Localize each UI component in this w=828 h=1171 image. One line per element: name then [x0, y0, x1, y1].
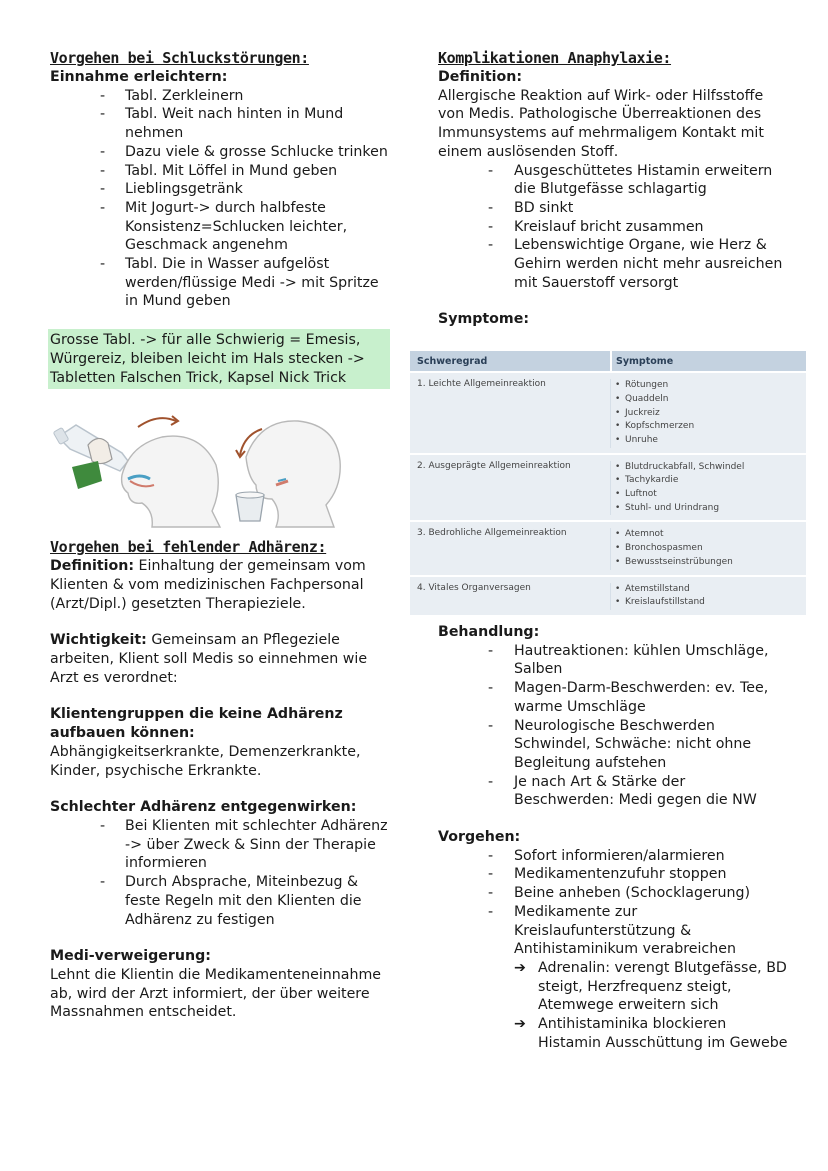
- vorgehen-arrow-list: [438, 959, 788, 1053]
- adhaerenz-wichtigkeit: [50, 631, 395, 687]
- symptom-item: • Bewusstseinstrübungen: [615, 556, 806, 570]
- list-item: - Ausgeschüttetes Histamin erweitern die Blutgefässe schlagartig: [438, 162, 788, 199]
- anaphylaxie-definition-text: Allergische Reaktion auf Wirk- oder Hilfsstoffe von Medis. Pathologische Überreaktionen des Immunsystems auf mehrmaligem Kontakt mit einem auslösenden Stoff.: [438, 87, 764, 160]
- adhaerenz-definition: [50, 557, 395, 613]
- head-tilted-back-icon: [122, 436, 220, 527]
- behandlung-label: Behandlung:: [438, 623, 540, 640]
- schlechter-adhaerenz-list: [50, 817, 395, 929]
- arrow-item-text: Adrenalin: verengt Blutgefässe, BD steigt, Herzfrequenz steigt, Atemwege erweitern sich: [538, 959, 787, 1014]
- list-item: - Tabl. Weit nach hinten in Mund nehmen: [50, 105, 395, 142]
- anaphylaxie-definition-label: Definition:: [438, 69, 523, 85]
- list-item: - BD sinkt: [438, 199, 788, 218]
- vorgehen-list: [438, 847, 788, 959]
- highlight-note-text: Grosse Tabl. -> für alle Schwierig = Emesis, Würgereiz, bleiben leicht im Hals stecken -> Tabletten Falschen Trick, Kapsel Nick Trick: [50, 332, 365, 386]
- anaphylaxie-heading: Komplikationen Anaphylaxie:: [438, 49, 672, 67]
- table-cell-grade: 4. Vitales Organversagen: [417, 582, 531, 593]
- symptom-item: • Rötungen: [615, 379, 806, 393]
- symptom-item: • Stuhl- und Urindrang: [615, 502, 806, 516]
- table-header: [410, 351, 806, 371]
- list-item: - Neurologische Beschwerden Schwindel, Schwäche: nicht ohne Begleitung aufstehen: [438, 717, 788, 773]
- table-cell-symptoms: [610, 528, 806, 569]
- schlechter-adhaerenz-label: Schlechter Adhärenz entgegenwirken:: [50, 799, 357, 816]
- symptom-item: • Juckreiz: [615, 407, 806, 421]
- list-item: - Lebenswichtige Organe, wie Herz & Gehirn werden nicht mehr ausreichen mit Sauerstoff versorgt: [438, 236, 788, 292]
- list-item: - Je nach Art & Stärke der Beschwerden: Medi gegen die NW: [438, 773, 788, 810]
- symptom-item: • Atemstillstand: [615, 583, 806, 597]
- list-item: - Tabl. Zerkleinern: [50, 87, 395, 106]
- symptom-item: • Blutdruckabfall, Schwindel: [615, 461, 806, 475]
- list-item: - Hautreaktionen: kühlen Umschläge, Salben: [438, 642, 788, 679]
- list-item: - Beine anheben (Schocklagerung): [438, 884, 788, 903]
- wichtigkeit-label: Wichtigkeit:: [50, 632, 147, 649]
- schluck-subtitle: Einnahme erleichtern:: [50, 69, 228, 85]
- klientengruppen-label: Klientengruppen die keine Adhärenz aufbauen können:: [50, 706, 343, 742]
- symptom-item: • Luftnot: [615, 488, 806, 502]
- symptom-item: • Atemnot: [615, 528, 806, 542]
- table-cell-symptoms: [610, 461, 806, 516]
- list-item: [438, 1015, 788, 1052]
- schluck-heading: Vorgehen bei Schluckstörungen:: [50, 49, 309, 67]
- swallowing-illustration: [50, 415, 395, 525]
- definition-label: Definition:: [50, 558, 135, 575]
- schluck-list: [50, 87, 395, 311]
- table-row: [410, 371, 806, 453]
- symptom-item: • Tachykardie: [615, 474, 806, 488]
- definition-text: Einhaltung der gemeinsam vom Klienten & vom medizinischen Fachpersonal (Arzt/Dipl.) gesetzten Therapieziele.: [50, 558, 366, 612]
- symptom-item: • Bronchospasmen: [615, 542, 806, 556]
- table-cell-symptoms: [610, 583, 806, 610]
- list-item: - Medikamentenzufuhr stoppen: [438, 865, 788, 884]
- arrow-right-icon: ➔: [514, 959, 526, 976]
- swallow-technique-illustration: [50, 415, 390, 530]
- table-cell-grade: 2. Ausgeprägte Allgemeinreaktion: [417, 460, 571, 471]
- wichtigkeit-text: Gemeinsam an Pflegeziele arbeiten, Klient soll Medis so einnehmen wie Arzt es verordnet:: [50, 632, 368, 686]
- list-item: - Dazu viele & grosse Schlucke trinken: [50, 143, 395, 162]
- medi-verweigerung-text: Lehnt die Klientin die Medikamenteneinnahme ab, wird der Arzt informiert, der über weitere Massnahmen entscheidet.: [50, 966, 382, 1021]
- cup-icon: [236, 492, 264, 521]
- symptom-table: [410, 351, 806, 615]
- list-item: - Mit Jogurt-> durch halbfeste Konsistenz=Schlucken leichter, Geschmack angenehm: [50, 199, 395, 255]
- symptome-label: Symptome:: [438, 311, 530, 328]
- list-item: - Magen-Darm-Beschwerden: ev. Tee, warme Umschläge: [438, 679, 788, 716]
- arrow-right-icon: ➔: [514, 1016, 526, 1033]
- symptom-item: • Quaddeln: [615, 393, 806, 407]
- adhaerenz-heading: Vorgehen bei fehlender Adhärenz:: [50, 538, 327, 557]
- symptom-item: • Kreislaufstillstand: [615, 596, 806, 610]
- table-row: [410, 520, 806, 574]
- list-item: - Medikamente zur Kreislaufunterstützung & Antihistaminikum verabreichen: [438, 903, 788, 959]
- table-row: [410, 453, 806, 521]
- symptom-item: • Unruhe: [615, 434, 806, 448]
- table-cell-symptoms: [610, 379, 806, 448]
- left-column: [50, 48, 395, 1022]
- list-item: - Tabl. Die in Wasser aufgelöst werden/flüssige Medi -> mit Spritze in Mund geben: [50, 255, 395, 311]
- symptom-item: • Kopfschmerzen: [615, 420, 806, 434]
- klientengruppen-text: Abhängigkeitserkrankte, Demenzerkrankte, Kinder, psychische Erkrankte.: [50, 743, 361, 779]
- list-item: - Lieblingsgetränk: [50, 180, 395, 199]
- medi-verweigerung-label: Medi-verweigerung:: [50, 948, 211, 965]
- list-item: - Sofort informieren/alarmieren: [438, 847, 788, 866]
- right-column: [417, 48, 788, 1052]
- arrow-item-text: Antihistaminika blockieren Histamin Ausschüttung im Gewebe: [538, 1016, 788, 1051]
- table-row: [410, 575, 806, 615]
- behandlung-list: [438, 642, 788, 810]
- list-item: - Kreislauf bricht zusammen: [438, 218, 788, 237]
- table-header-cell: Symptome: [610, 351, 806, 371]
- table-cell-grade: 3. Bedrohliche Allgemeinreaktion: [417, 528, 567, 539]
- list-item: - Bei Klienten mit schlechter Adhärenz -> über Zweck & Sinn der Therapie informieren: [50, 817, 395, 873]
- table-header-cell: Schweregrad: [417, 355, 488, 367]
- list-item: - Tabl. Mit Löffel in Mund geben: [50, 162, 395, 181]
- list-item: [438, 959, 788, 1015]
- highlight-note: [48, 329, 390, 389]
- vorgehen-label: Vorgehen:: [438, 829, 521, 846]
- anaphylaxie-definition-list: [438, 162, 788, 293]
- list-item: - Durch Absprache, Miteinbezug & feste Regeln mit den Klienten die Adhärenz zu festigen: [50, 873, 395, 929]
- table-cell-grade: 1. Leichte Allgemeinreaktion: [417, 379, 546, 390]
- arrow-icon: [138, 418, 176, 427]
